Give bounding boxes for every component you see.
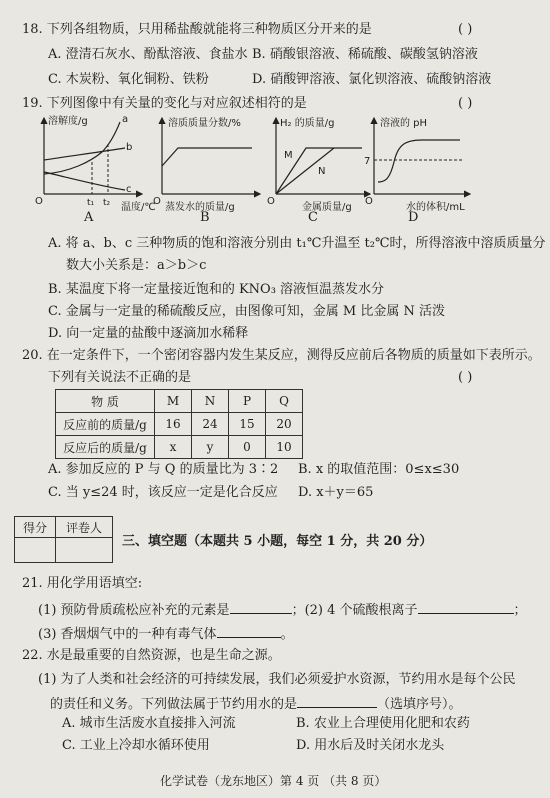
graph-d-xlabel: 水的体积/mL bbox=[406, 202, 465, 213]
q20-table bbox=[55, 389, 303, 459]
q18-option-b: B. 硝酸银溶液、稀硫酸、碳酸氢钠溶液 bbox=[252, 47, 478, 62]
graph-a-label-a: a bbox=[122, 114, 129, 125]
graph-c bbox=[262, 112, 376, 210]
graph-d bbox=[360, 112, 476, 210]
table-header-row bbox=[56, 390, 303, 413]
graph-a-tick-t2: t₂ bbox=[103, 198, 111, 208]
graph-d-tick-7: 7 bbox=[364, 156, 371, 167]
graph-a-xlabel: 温度/℃ bbox=[121, 202, 156, 213]
q20-option-d: D. x＋y＝65 bbox=[298, 485, 374, 500]
q18-option-a: A. 澄清石灰水、酚酞溶液、食盐水 bbox=[48, 47, 248, 62]
graph-a-tick-t1: t₁ bbox=[87, 198, 95, 208]
table-row bbox=[56, 413, 303, 436]
table-header-cell: Q bbox=[266, 390, 303, 413]
table-cell: 0 bbox=[229, 436, 266, 459]
table-cell: x bbox=[155, 436, 192, 459]
answer-blank[interactable] bbox=[418, 600, 514, 614]
q19-answer-paren: ( ) bbox=[458, 96, 473, 111]
answer-blank[interactable] bbox=[217, 624, 281, 638]
graph-d-origin: O bbox=[365, 196, 373, 207]
graph-a-curve-c bbox=[44, 172, 125, 190]
section-title: 三、填空题（本题共 5 小题，每空 1 分，共 20 分） bbox=[122, 534, 433, 549]
table-header-cell: P bbox=[229, 390, 266, 413]
table-cell: 反应前的质量/g bbox=[56, 413, 155, 436]
score-box-label: 得分 bbox=[15, 517, 56, 538]
q21-part3: (3) 香烟烟气中的一种有毒气体 bbox=[38, 627, 217, 642]
graph-a bbox=[30, 112, 150, 210]
table-cell: 20 bbox=[266, 413, 303, 436]
q18-answer-paren: ( ) bbox=[458, 22, 473, 37]
q22-option-c: C. 工业上冷却水循环使用 bbox=[62, 738, 210, 753]
q21-part1b: ；(2) 4 个硫酸根离子 bbox=[291, 603, 418, 618]
graph-b bbox=[148, 112, 266, 210]
graph-b-line bbox=[162, 148, 252, 166]
grader-box-label: 评卷人 bbox=[56, 517, 113, 538]
table-cell: 16 bbox=[155, 413, 192, 436]
table-cell: 10 bbox=[266, 436, 303, 459]
q20-stem-line2: 下列有关说法不正确的是 bbox=[48, 370, 192, 385]
graph-b-xlabel: 蒸发水的质量/g bbox=[165, 202, 235, 213]
graph-b-ylabel: 溶质质量分数/% bbox=[168, 118, 241, 129]
table-cell: 15 bbox=[229, 413, 266, 436]
q18-option-d: D. 硝酸钾溶液、氯化钡溶液、硫酸钠溶液 bbox=[252, 72, 492, 87]
graph-c-origin: O bbox=[267, 196, 275, 207]
q20-option-b: B. x 的取值范围：0≤x≤30 bbox=[298, 462, 460, 477]
graph-d-ylabel: 溶液的 pH bbox=[380, 118, 428, 129]
q22-part1-line1: (1) 为了人类和社会经济的可持续发展，我们必须爱护水资源，节约用水是每个公民 bbox=[38, 672, 516, 687]
graph-a-ylabel: 溶解度/g bbox=[48, 116, 88, 127]
q18-option-c: C. 木炭粉、氧化铜粉、铁粉 bbox=[48, 72, 209, 87]
table-cell: 24 bbox=[192, 413, 229, 436]
q22-option-b: B. 农业上合理使用化肥和农药 bbox=[296, 716, 470, 731]
q22-stem: 22. 水是最重要的自然资源，也是生命之源。 bbox=[22, 648, 281, 663]
q21-part1-line bbox=[38, 600, 527, 619]
q22-part1-line2 bbox=[50, 694, 462, 713]
score-box bbox=[14, 516, 113, 563]
q22-option-a: A. 城市生活废水直接排入河流 bbox=[62, 716, 236, 731]
q21-part3-end: 。 bbox=[280, 627, 294, 642]
graph-c-letter: C bbox=[308, 210, 318, 225]
q19-stem: 19. 下列图像中有关量的变化与对应叙述相符的是 bbox=[22, 96, 307, 111]
graph-c-label-m: M bbox=[284, 150, 293, 161]
table-header-cell: N bbox=[192, 390, 229, 413]
graph-c-ylabel: H₂ 的质量/g bbox=[280, 118, 335, 129]
q19-option-a-line2: 数大小关系是：a＞b＞c bbox=[66, 258, 207, 273]
q22-line2a: 的责任和义务。下列做法属于节约用水的是 bbox=[50, 697, 298, 712]
q19-option-b: B. 某温度下将一定量接近饱和的 KNO₃ 溶液恒温蒸发水分 bbox=[48, 282, 385, 297]
table-header-cell: M bbox=[155, 390, 192, 413]
q20-answer-paren: ( ) bbox=[458, 370, 473, 385]
graph-a-label-b: b bbox=[126, 142, 133, 153]
graph-a-label-c: c bbox=[126, 184, 132, 195]
table-row bbox=[56, 436, 303, 459]
score-box-field bbox=[15, 538, 56, 563]
page-footer: 化学试卷（龙东地区）第 4 页 （共 8 页） bbox=[160, 774, 387, 788]
q21-part3-line bbox=[38, 624, 294, 643]
q22-option-d: D. 用水后及时关闭水龙头 bbox=[296, 738, 445, 753]
table-cell: y bbox=[192, 436, 229, 459]
graph-a-curve-a bbox=[44, 122, 120, 174]
graph-d-letter: D bbox=[408, 210, 419, 225]
q19-option-d: D. 向一定量的盐酸中逐滴加水稀释 bbox=[48, 326, 249, 341]
graph-b-letter: B bbox=[200, 210, 210, 225]
table-header-cell: 物 质 bbox=[56, 390, 155, 413]
graph-a-origin: O bbox=[35, 196, 43, 207]
q20-option-c: C. 当 y≤24 时，该反应一定是化合反应 bbox=[48, 485, 278, 500]
grader-box-field bbox=[56, 538, 113, 563]
q21-part1a: (1) 预防骨质疏松应补充的元素是 bbox=[38, 603, 230, 618]
q21-stem: 21. 用化学用语填空: bbox=[22, 576, 143, 591]
answer-blank[interactable] bbox=[230, 600, 292, 614]
graph-c-xlabel: 金属质量/g bbox=[302, 202, 352, 213]
q21-part1-end: ； bbox=[513, 603, 527, 618]
q22-line2b: （选填序号）。 bbox=[377, 697, 462, 712]
graph-a-letter: A bbox=[84, 210, 94, 225]
table-cell: 反应后的质量/g bbox=[56, 436, 155, 459]
graph-a-curve-b bbox=[44, 148, 125, 160]
q19-option-c: C. 金属与一定量的稀硫酸反应，由图像可知，金属 M 比金属 N 活泼 bbox=[48, 304, 445, 319]
answer-blank[interactable] bbox=[297, 694, 377, 708]
q20-option-a: A. 参加反应的 P 与 Q 的质量比为 3∶2 bbox=[48, 462, 279, 477]
graph-d-curve bbox=[378, 140, 460, 182]
graph-b-origin: O bbox=[153, 196, 161, 207]
graph-c-label-n: N bbox=[318, 166, 326, 177]
q19-option-a-line1: A. 将 a、b、c 三种物质的饱和溶液分别由 t₁℃升温至 t₂℃时，所得溶液中溶质质量分 bbox=[48, 236, 546, 251]
q18-stem: 18. 下列各组物质，只用稀盐酸就能将三种物质区分开来的是 bbox=[22, 22, 372, 37]
q20-stem-line1: 20. 在一定条件下，一个密闭容器内发生某反应，测得反应前后各物质的质量如下表所示。 bbox=[22, 348, 541, 363]
